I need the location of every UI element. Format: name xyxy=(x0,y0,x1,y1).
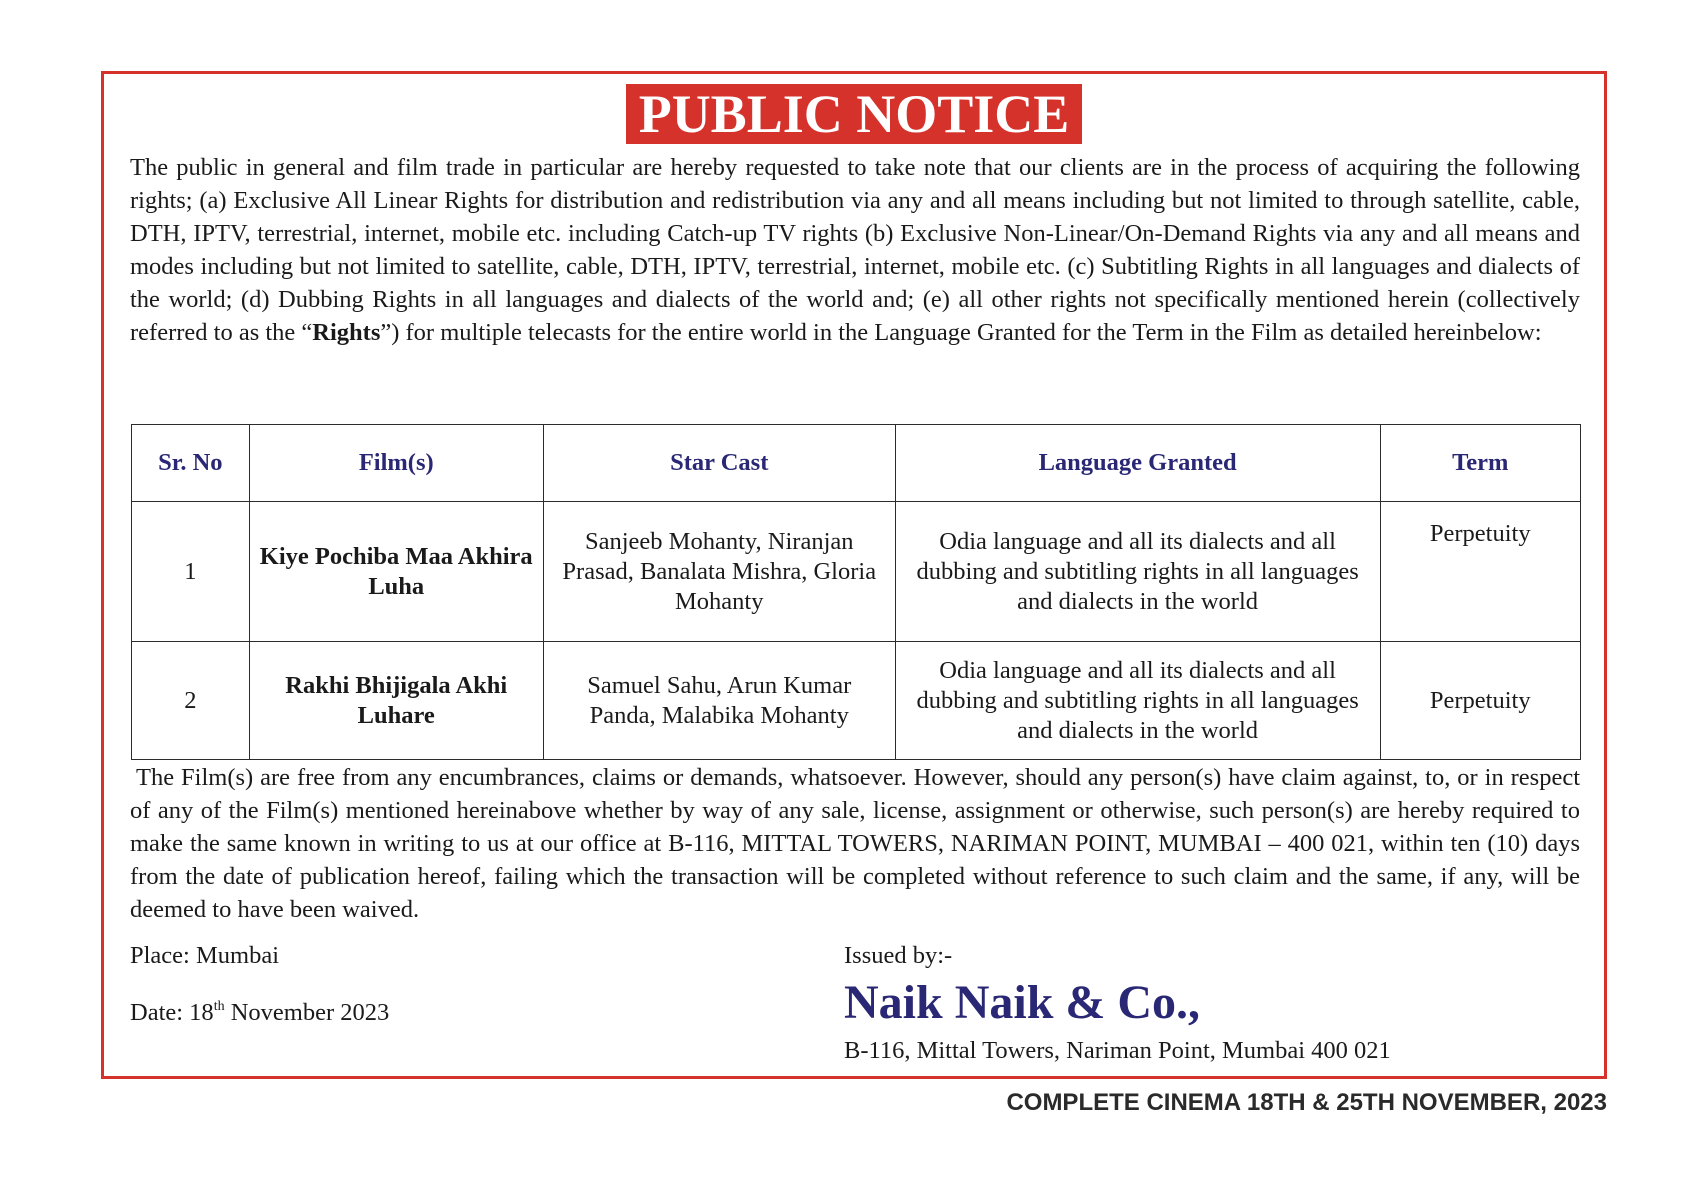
table-header-row xyxy=(132,425,1581,502)
cell-sr-no: 1 xyxy=(132,502,250,642)
header-language-granted: Language Granted xyxy=(895,425,1380,502)
header-star-cast: Star Cast xyxy=(543,425,895,502)
cell-term: Perpetuity xyxy=(1380,502,1580,642)
cell-film: Kiye Pochiba Maa Akhira Luha xyxy=(249,502,543,642)
title-wrap xyxy=(104,84,1604,144)
cell-language: Odia language and all its dialects and all dubbing and subtitling rights in all languages and dialects in the world xyxy=(895,502,1380,642)
issued-by-label: Issued by:- xyxy=(844,942,953,969)
header-films: Film(s) xyxy=(249,425,543,502)
publication-footer: COMPLETE CINEMA 18TH & 25TH NOVEMBER, 2023 xyxy=(1006,1089,1607,1116)
table-row xyxy=(132,642,1581,760)
rights-table xyxy=(131,424,1581,760)
cell-star-cast: Sanjeeb Mohanty, Niranjan Prasad, Banalata Mishra, Gloria Mohanty xyxy=(543,502,895,642)
date-line xyxy=(130,999,389,1027)
closing-paragraph: The Film(s) are free from any encumbrances, claims or demands, whatsoever. However, should any person(s) have claim against, to, or in respect of any of the Film(s) mentioned hereinabove whether by way of any sale, license, assignment or otherwise, such person(s) are hereby required to make the same known in writing to us at our office at B-116, MITTAL TOWERS, NARIMAN POINT, MUMBAI – 400 021, within ten (10) days from the date of publication hereof, failing which the transaction will be completed without reference to such claim and the same, if any, will be deemed to have been waived. xyxy=(130,764,1580,923)
date-prefix: Date: 18 xyxy=(130,999,214,1026)
intro-paragraph xyxy=(130,151,1580,349)
intro-rights-term: Rights xyxy=(312,319,381,346)
firm-name: Naik Naik & Co., xyxy=(844,976,1201,1029)
date-suffix: November 2023 xyxy=(224,999,390,1026)
intro-text-2: ”) for multiple telecasts for the entire world in the Language Granted for the Term in the Film as detailed hereinbelow: xyxy=(380,319,1542,346)
cell-star-cast: Samuel Sahu, Arun Kumar Panda, Malabika Mohanty xyxy=(543,642,895,760)
cell-term: Perpetuity xyxy=(1380,642,1580,760)
date-ordinal: th xyxy=(213,999,225,1014)
cell-sr-no: 2 xyxy=(132,642,250,760)
notice-frame xyxy=(101,71,1607,1079)
cell-film: Rakhi Bhijigala Akhi Luhare xyxy=(249,642,543,760)
notice-title: PUBLIC NOTICE xyxy=(626,84,1083,144)
place-line: Place: Mumbai xyxy=(130,942,280,969)
cell-language: Odia language and all its dialects and all dubbing and subtitling rights in all languages and dialects in the world xyxy=(895,642,1380,760)
header-sr-no: Sr. No xyxy=(132,425,250,502)
header-term: Term xyxy=(1380,425,1580,502)
firm-address: B-116, Mittal Towers, Nariman Point, Mumbai 400 021 xyxy=(844,1037,1391,1064)
table-row xyxy=(132,502,1581,642)
intro-text-1: The public in general and film trade in particular are hereby requested to take note that our clients are in the process of acquiring the following rights; (a) Exclusive All Linear Rights for distribution and redistribution via any and all means including but not limited to through satellite, cable, DTH, IPTV, terrestrial, internet, mobile etc. including Catch-up TV rights (b) Exclusive Non-Linear/On-Demand Rights via any and all means and modes including but not limited to satellite, cable, DTH, IPTV, terrestrial, internet, mobile etc. (c) Subtitling Rights in all languages and dialects of the world; (d) Dubbing Rights in all languages and dialects of the world and; (e) all other rights not specifically mentioned herein (collectively referred to as the “ xyxy=(130,154,1580,346)
